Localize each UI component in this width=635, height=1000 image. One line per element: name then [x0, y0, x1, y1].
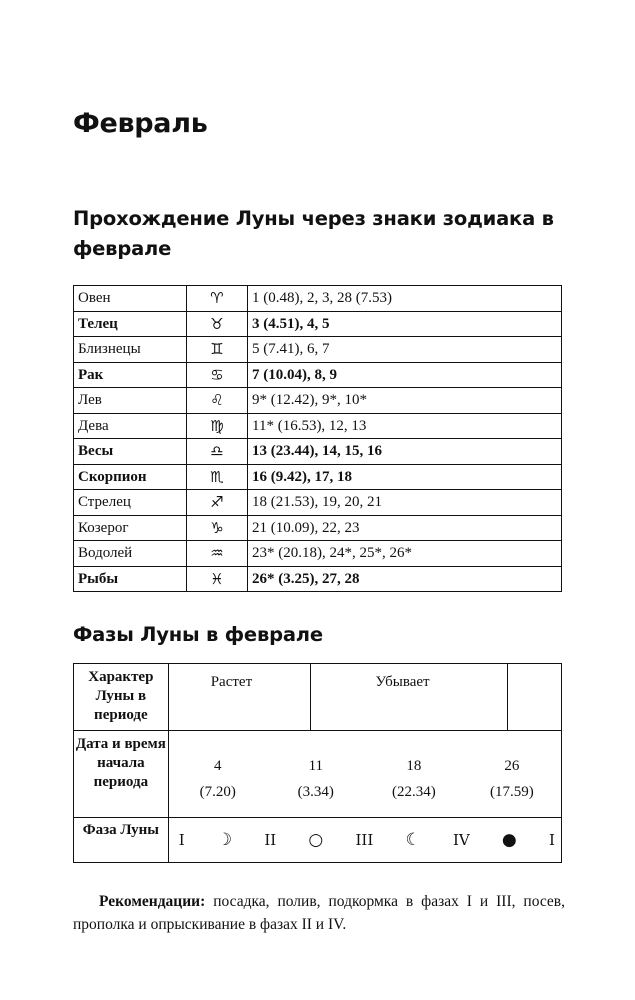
zodiac-row — [74, 439, 562, 465]
zodiac-symbol-icon: ♎ — [187, 439, 248, 465]
zodiac-dates: 11* (16.53), 12, 13 — [248, 413, 562, 439]
zodiac-sign: Рыбы — [74, 566, 187, 592]
zodiac-row — [74, 464, 562, 490]
phase-day: 11 — [308, 758, 324, 774]
zodiac-row — [74, 566, 562, 592]
phase-numeral: IV — [452, 831, 470, 849]
zodiac-dates: 1 (0.48), 2, 3, 28 (7.53) — [248, 286, 562, 312]
zodiac-row — [74, 413, 562, 439]
zodiac-symbol-icon: ♊ — [187, 337, 248, 363]
moon-phase-icon: ☾ — [405, 830, 421, 850]
zodiac-row — [74, 515, 562, 541]
phases-heading: Фазы Луны в феврале — [73, 623, 323, 646]
phase-day: 18 — [406, 758, 422, 774]
phase-time: (17.59) — [490, 784, 534, 800]
phase-time: (3.34) — [297, 784, 334, 800]
zodiac-sign: Рак — [74, 362, 187, 388]
zodiac-dates: 5 (7.41), 6, 7 — [248, 337, 562, 363]
recommendations-text: посадка, полив, подкормка в фазах I и III, посев, прополка и опрыскивание в фазах II и IV. — [73, 892, 565, 933]
zodiac-sign: Стрелец — [74, 490, 187, 516]
zodiac-row — [74, 362, 562, 388]
phase-time: (22.34) — [391, 784, 436, 800]
zodiac-symbol-icon: ♓ — [187, 566, 248, 592]
moon-phase-icon: ☽ — [216, 830, 233, 850]
zodiac-row — [74, 541, 562, 567]
phase-numeral: I — [548, 831, 555, 849]
moon-phase-icon: ● — [501, 830, 517, 850]
zodiac-row — [74, 337, 562, 363]
waning-cell — [311, 664, 508, 731]
zodiac-symbol-icon: ♋ — [187, 362, 248, 388]
zodiac-row — [74, 388, 562, 414]
phase-symbol-label: Фаза Луны — [74, 818, 169, 863]
zodiac-sign: Лев — [74, 388, 187, 414]
moon-phases-table — [73, 663, 562, 863]
zodiac-symbol-icon: ♌ — [187, 388, 248, 414]
zodiac-dates: 23* (20.18), 24*, 25*, 26* — [248, 541, 562, 567]
phase-date-row — [74, 731, 562, 818]
page-title: Февраль — [73, 108, 208, 139]
waxing-cell — [168, 664, 311, 731]
zodiac-symbol-icon: ♑ — [187, 515, 248, 541]
phase-date — [178, 753, 258, 805]
moon-phase-icon: ○ — [308, 830, 324, 850]
zodiac-sign: Близнецы — [74, 337, 187, 363]
zodiac-row — [74, 311, 562, 337]
zodiac-sign: Овен — [74, 286, 187, 312]
phase-date — [276, 753, 356, 805]
zodiac-symbol-icon: ♒ — [187, 541, 248, 567]
zodiac-table — [73, 285, 562, 592]
zodiac-symbol-icon: ♏ — [187, 464, 248, 490]
zodiac-sign: Весы — [74, 439, 187, 465]
phase-numeral: II — [264, 831, 277, 849]
phase-numeral: I — [178, 831, 185, 849]
zodiac-row — [74, 490, 562, 516]
zodiac-sign: Телец — [74, 311, 187, 337]
zodiac-sign: Козерог — [74, 515, 187, 541]
zodiac-dates: 26* (3.25), 27, 28 — [248, 566, 562, 592]
phase-date-label: Дата и время начала периода — [74, 731, 169, 818]
phase-date — [374, 753, 454, 805]
zodiac-dates: 21 (10.09), 22, 23 — [248, 515, 562, 541]
empty-cell — [508, 664, 562, 731]
phase-day: 26 — [504, 758, 520, 774]
zodiac-sign: Дева — [74, 413, 187, 439]
zodiac-symbol-icon: ♍ — [187, 413, 248, 439]
phase-symbols-cell — [168, 818, 561, 863]
zodiac-symbol-icon: ♈ — [187, 286, 248, 312]
zodiac-sign: Водолей — [74, 541, 187, 567]
phase-character-label: Характер Луны в периоде — [74, 664, 169, 731]
zodiac-heading: Прохождение Луны через знаки зодиака в феврале — [73, 207, 554, 260]
phase-date — [472, 753, 552, 805]
zodiac-dates: 18 (21.53), 19, 20, 21 — [248, 490, 562, 516]
zodiac-sign: Скорпион — [74, 464, 187, 490]
zodiac-dates: 16 (9.42), 17, 18 — [248, 464, 562, 490]
zodiac-dates: 13 (23.44), 14, 15, 16 — [248, 439, 562, 465]
waning-label: Убывает — [375, 674, 430, 690]
zodiac-dates: 7 (10.04), 8, 9 — [248, 362, 562, 388]
recommendations-label: Рекомендации: — [99, 892, 206, 910]
zodiac-dates: 3 (4.51), 4, 5 — [248, 311, 562, 337]
zodiac-symbol-icon: ♐ — [187, 490, 248, 516]
zodiac-row — [74, 286, 562, 312]
zodiac-dates: 9* (12.42), 9*, 10* — [248, 388, 562, 414]
phase-dates-cell — [168, 731, 561, 818]
phase-character-row — [74, 664, 562, 731]
waxing-label: Растет — [210, 674, 253, 690]
phase-symbol-row — [74, 818, 562, 863]
recommendations — [73, 890, 565, 936]
phase-time: (7.20) — [199, 784, 236, 800]
phase-day: 4 — [213, 758, 222, 774]
zodiac-symbol-icon: ♉ — [187, 311, 248, 337]
phase-numeral: III — [355, 831, 374, 849]
